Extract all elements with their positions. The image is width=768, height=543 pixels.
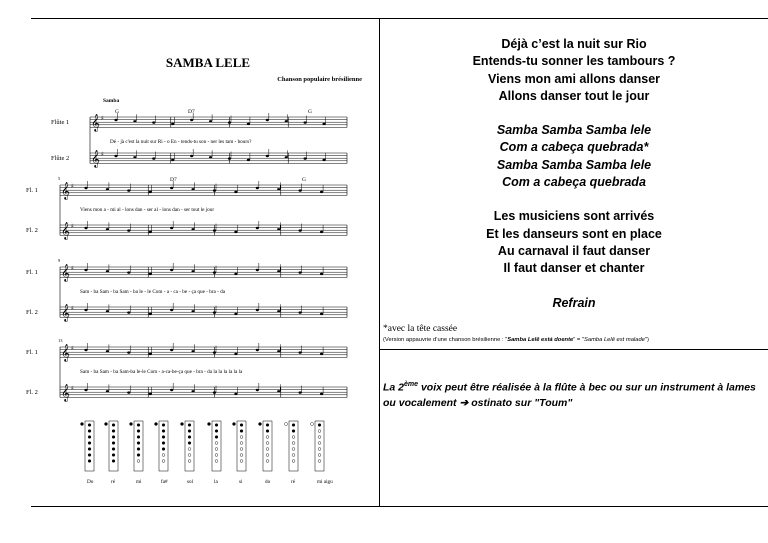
staff-note: [127, 271, 130, 273]
staff-note: [127, 351, 130, 353]
fingering-chart: [159, 421, 168, 471]
staff-note: [170, 227, 173, 229]
staff-note: [191, 350, 194, 352]
verse-1: [380, 36, 768, 105]
finger-hole: [188, 430, 191, 433]
finger-hole: [240, 454, 243, 457]
staff-note: [320, 231, 323, 233]
staff-note: [234, 353, 237, 355]
staff-note: [127, 311, 130, 313]
staff-note: [285, 156, 288, 158]
lyric-line: Samba Samba Samba lele: [496, 123, 652, 138]
version-note: [383, 337, 649, 343]
staff-note: [127, 189, 130, 191]
staff-note: [191, 270, 194, 272]
score-subtitle: Chanson populaire brésilienne: [277, 76, 362, 83]
fingering-chart: [289, 421, 298, 471]
staff-note: [277, 310, 280, 312]
measure-number: 13: [58, 338, 63, 343]
version-prefix: (Version appauvrie d’une chanson brésilienne : ": [383, 337, 508, 343]
finger-hole: [215, 448, 218, 451]
version-suffix: "): [644, 337, 649, 343]
fingering-label: si: [239, 479, 243, 485]
finger-hole: [292, 460, 295, 463]
lyric-line: Déjà c’est la nuit sur Rio: [501, 37, 647, 51]
fingering-label: ré: [291, 479, 296, 485]
fingering-label: Do: [87, 479, 94, 485]
finger-hole: [318, 460, 321, 463]
chord-symbol: G: [302, 177, 306, 183]
staff-note: [191, 310, 194, 312]
lyric-line: Allons danser tout le jour: [498, 88, 650, 103]
staff-note: [190, 119, 193, 121]
finger-hole: [188, 442, 191, 445]
staff-note: [256, 389, 259, 391]
staff-note: [84, 187, 87, 189]
finger-hole: [88, 454, 91, 457]
finger-hole: [137, 442, 140, 445]
finger-hole: [215, 460, 218, 463]
staff-note: [191, 188, 194, 190]
staff-note: [84, 269, 87, 271]
finger-hole: [292, 448, 295, 451]
chord-symbol: G: [308, 109, 312, 115]
staff-note: [304, 157, 307, 159]
finger-hole: [88, 460, 91, 463]
lyric-line: Viens mon ami allons danser: [487, 71, 661, 86]
voice-text-c: ostinato sur "Toum": [471, 396, 573, 409]
finger-hole: [188, 460, 191, 463]
sharp-icon: ♯: [71, 385, 74, 392]
finger-hole: [112, 442, 115, 445]
staff-note: [149, 313, 152, 315]
fingering-chart: [85, 421, 94, 471]
staff-note: [266, 119, 269, 121]
staff-note: [114, 155, 117, 157]
staff-note: [234, 191, 237, 193]
fingering-chart: [237, 421, 246, 471]
finger-hole: [318, 442, 321, 445]
finger-hole: [137, 424, 140, 427]
thumb-hole: [285, 423, 288, 426]
finger-hole: [240, 460, 243, 463]
staff-note: [320, 393, 323, 395]
staff-note: [299, 271, 302, 273]
refrain-label: Refrain: [552, 295, 596, 310]
staff-note: [234, 313, 237, 315]
fingering-chart: [109, 421, 118, 471]
staff-note: [256, 187, 259, 189]
staff-note: [299, 189, 302, 191]
staff-note: [256, 227, 259, 229]
lyric-line: Samba Samba Samba lele: [496, 157, 652, 172]
finger-hole: [318, 424, 321, 427]
staff-note: [234, 273, 237, 275]
treble-clef-icon: 𝄞: [61, 343, 70, 362]
thumb-hole: [130, 423, 133, 426]
lyrics-line: Dé - jà c'est la nuit sur Ri - o En - tends-tu son - ner les tam - bours?: [110, 139, 252, 145]
finger-hole: [188, 424, 191, 427]
finger-hole: [292, 430, 295, 433]
second-voice-note: [383, 377, 763, 411]
staff-note: [299, 311, 302, 313]
finger-hole: [240, 430, 243, 433]
fingering-chart: [134, 421, 143, 471]
finger-hole: [266, 460, 269, 463]
staff-note: [170, 309, 173, 311]
sheet-music: [26, 20, 376, 505]
finger-hole: [88, 442, 91, 445]
lyrics-line: Sam - ba Sam - ba Sam - ba le - le Com - a - ca - be - ça que - bra - da: [80, 289, 226, 295]
tempo-marking: Samba: [103, 98, 120, 104]
finger-hole: [292, 442, 295, 445]
staff-note: [84, 349, 87, 351]
staff-note: [106, 390, 109, 392]
lyric-line: Les musiciens sont arrivés: [493, 209, 655, 224]
thumb-hole: [155, 423, 158, 426]
sharp-icon: ♯: [101, 151, 104, 158]
measure-number: 9: [58, 258, 61, 263]
finger-hole: [162, 448, 165, 451]
treble-clef-icon: 𝄞: [91, 113, 100, 132]
staff-note: [106, 228, 109, 230]
finger-hole: [292, 454, 295, 457]
staff-note: [247, 159, 250, 161]
voice-text-a: La 2: [383, 381, 405, 394]
staff-note: [133, 156, 136, 158]
lyric-line: Au carnaval il faut danser: [497, 243, 651, 258]
finger-hole: [137, 460, 140, 463]
staff-note: [106, 310, 109, 312]
thumb-hole: [81, 423, 84, 426]
staff-note: [170, 389, 173, 391]
finger-hole: [318, 448, 321, 451]
staff-note: [149, 231, 152, 233]
staff-note: [277, 390, 280, 392]
staff-note: [320, 191, 323, 193]
measure-number: 5: [58, 176, 61, 181]
finger-hole: [162, 424, 165, 427]
staff-note: [322, 123, 325, 125]
staff-note: [170, 349, 173, 351]
finger-hole: [240, 442, 243, 445]
fingering-chart: [263, 421, 272, 471]
fingering-chart: [315, 421, 324, 471]
staff-note: [209, 120, 212, 122]
fingering-label: la: [214, 479, 218, 485]
fingering-label: sol: [187, 479, 194, 485]
fingering-label: mi aigu: [317, 479, 333, 485]
finger-hole: [292, 424, 295, 427]
staff-note: [256, 349, 259, 351]
sharp-icon: ♯: [71, 305, 74, 312]
staff-note: [149, 191, 152, 193]
treble-clef-icon: 𝄞: [61, 263, 70, 282]
instrument-label: Fl. 1: [26, 269, 38, 276]
finger-hole: [266, 436, 269, 439]
staff-note: [114, 119, 117, 121]
chorus: [380, 122, 768, 191]
staff-note: [299, 391, 302, 393]
staff-note: [322, 159, 325, 161]
finger-hole: [112, 424, 115, 427]
thumb-hole: [259, 423, 262, 426]
lyric-line: Com a cabeça quebrada*: [499, 140, 649, 155]
staff-note: [266, 155, 269, 157]
staff-note: [152, 157, 155, 159]
staff-note: [149, 393, 152, 395]
thumb-hole: [105, 423, 108, 426]
finger-hole: [318, 430, 321, 433]
instrument-label: Flûte 2: [51, 155, 70, 162]
lyrics-panel: [380, 36, 768, 312]
chord-symbol: D7: [188, 109, 195, 115]
finger-hole: [88, 430, 91, 433]
finger-hole: [292, 436, 295, 439]
voice-text-b: voix peut être réalisée à la flûte à bec ou sur un instrument à lames ou vocalement: [383, 381, 756, 409]
finger-hole: [137, 454, 140, 457]
staff-note: [247, 123, 250, 125]
treble-clef-icon: 𝄞: [61, 181, 70, 200]
thumb-hole: [311, 423, 314, 426]
finger-hole: [215, 430, 218, 433]
staff-note: [277, 228, 280, 230]
chord-symbol: D7: [170, 177, 177, 183]
instrument-label: Fl. 2: [26, 389, 38, 396]
staff-note: [133, 120, 136, 122]
finger-hole: [112, 430, 115, 433]
staff-note: [170, 187, 173, 189]
staff-note: [256, 269, 259, 271]
staff-note: [299, 351, 302, 353]
lyric-line: Entends-tu sonner les tambours ?: [472, 54, 676, 69]
finger-hole: [266, 430, 269, 433]
finger-hole: [188, 454, 191, 457]
finger-hole: [137, 436, 140, 439]
voice-sup: ème: [404, 381, 419, 388]
staff-note: [277, 270, 280, 272]
instrument-label: Fl. 1: [26, 187, 38, 194]
staff-note: [320, 273, 323, 275]
staff-note: [277, 188, 280, 190]
staff-note: [190, 155, 193, 157]
staff-note: [256, 309, 259, 311]
finger-hole: [88, 448, 91, 451]
score-title: SAMBA LELE: [165, 55, 251, 70]
fingering-chart: [185, 421, 194, 471]
staff-note: [84, 227, 87, 229]
staff-note: [191, 390, 194, 392]
thumb-hole: [208, 423, 211, 426]
sharp-icon: ♯: [71, 265, 74, 272]
frame-top-left: [31, 18, 379, 19]
staff-note: [149, 273, 152, 275]
finger-hole: [188, 436, 191, 439]
staff-note: [106, 270, 109, 272]
staff-note: [234, 393, 237, 395]
finger-hole: [266, 454, 269, 457]
staff-note: [170, 269, 173, 271]
staff-note: [127, 229, 130, 231]
staff-note: [149, 353, 152, 355]
instrument-label: Fl. 2: [26, 227, 38, 234]
staff-note: [152, 121, 155, 123]
finger-hole: [240, 448, 243, 451]
finger-hole: [215, 442, 218, 445]
thumb-hole: [181, 423, 184, 426]
lyric-line: Il faut danser et chanter: [503, 261, 645, 276]
staff-note: [277, 350, 280, 352]
staff-note: [127, 391, 130, 393]
sharp-icon: ♯: [101, 115, 104, 122]
finger-hole: [112, 454, 115, 457]
finger-hole: [266, 424, 269, 427]
finger-hole: [162, 454, 165, 457]
fingering-label: do: [265, 479, 271, 485]
finger-hole: [112, 448, 115, 451]
lyrics-line: Sam - ba Sam - ba Sam-ba le-le Com - a-ca-be-ça que - bra - da la la la la la la: [80, 369, 243, 375]
finger-hole: [137, 448, 140, 451]
lyric-line: Com a cabeça quebrada: [502, 175, 646, 190]
staff-note: [84, 389, 87, 391]
instrument-label: Fl. 1: [26, 349, 38, 356]
staff-note: [209, 156, 212, 158]
finger-hole: [215, 424, 218, 427]
finger-hole: [88, 436, 91, 439]
fingering-label: ré: [111, 479, 116, 485]
frame-top-right: [379, 18, 768, 19]
lyrics-line: Viens mon a - mi al - lons dan - ser al - lons dan - ser tout le jour: [80, 207, 215, 213]
finger-hole: [88, 424, 91, 427]
staff-note: [320, 313, 323, 315]
score-drawing: [26, 20, 376, 505]
staff-note: [304, 121, 307, 123]
sharp-icon: ♯: [71, 345, 74, 352]
finger-hole: [318, 454, 321, 457]
finger-hole: [162, 430, 165, 433]
asterisk-note: *avec la tête cassée: [383, 324, 458, 334]
finger-hole: [240, 436, 243, 439]
staff-note: [191, 228, 194, 230]
verse-2: [380, 208, 768, 277]
finger-hole: [318, 436, 321, 439]
treble-clef-icon: 𝄞: [61, 303, 70, 322]
finger-hole: [266, 448, 269, 451]
frame-bottom: [31, 506, 768, 507]
finger-hole: [188, 448, 191, 451]
staff-note: [285, 120, 288, 122]
row-divider: [379, 349, 768, 350]
fingering-chart: [212, 421, 221, 471]
staff-note: [234, 231, 237, 233]
lyric-line: Et les danseurs sont en place: [486, 226, 662, 241]
sharp-icon: ♯: [71, 183, 74, 190]
version-mid: " = ": [573, 337, 584, 343]
staff-note: [320, 353, 323, 355]
staff-note: [106, 350, 109, 352]
finger-hole: [162, 442, 165, 445]
finger-hole: [240, 424, 243, 427]
staff-note: [106, 188, 109, 190]
arrow-icon: ➔: [459, 396, 469, 409]
version-italic: Samba Lelê est malade: [583, 337, 645, 343]
treble-clef-icon: 𝄞: [91, 149, 100, 168]
chord-symbol: G: [115, 109, 119, 115]
staff-note: [171, 159, 174, 161]
finger-hole: [137, 430, 140, 433]
version-bold: Samba Lelê está doente: [507, 337, 574, 343]
finger-hole: [266, 442, 269, 445]
finger-hole: [112, 436, 115, 439]
finger-hole: [215, 436, 218, 439]
staff-note: [171, 123, 174, 125]
fingering-label: fa#: [161, 479, 168, 485]
thumb-hole: [233, 423, 236, 426]
finger-hole: [162, 436, 165, 439]
finger-hole: [112, 460, 115, 463]
staff-note: [84, 309, 87, 311]
instrument-label: Fl. 2: [26, 309, 38, 316]
staff-note: [299, 229, 302, 231]
fingering-label: mi: [136, 479, 142, 485]
finger-hole: [162, 460, 165, 463]
treble-clef-icon: 𝄞: [61, 383, 70, 402]
instrument-label: Flûte 1: [51, 119, 70, 126]
sharp-icon: ♯: [71, 223, 74, 230]
treble-clef-icon: 𝄞: [61, 221, 70, 240]
finger-hole: [215, 454, 218, 457]
